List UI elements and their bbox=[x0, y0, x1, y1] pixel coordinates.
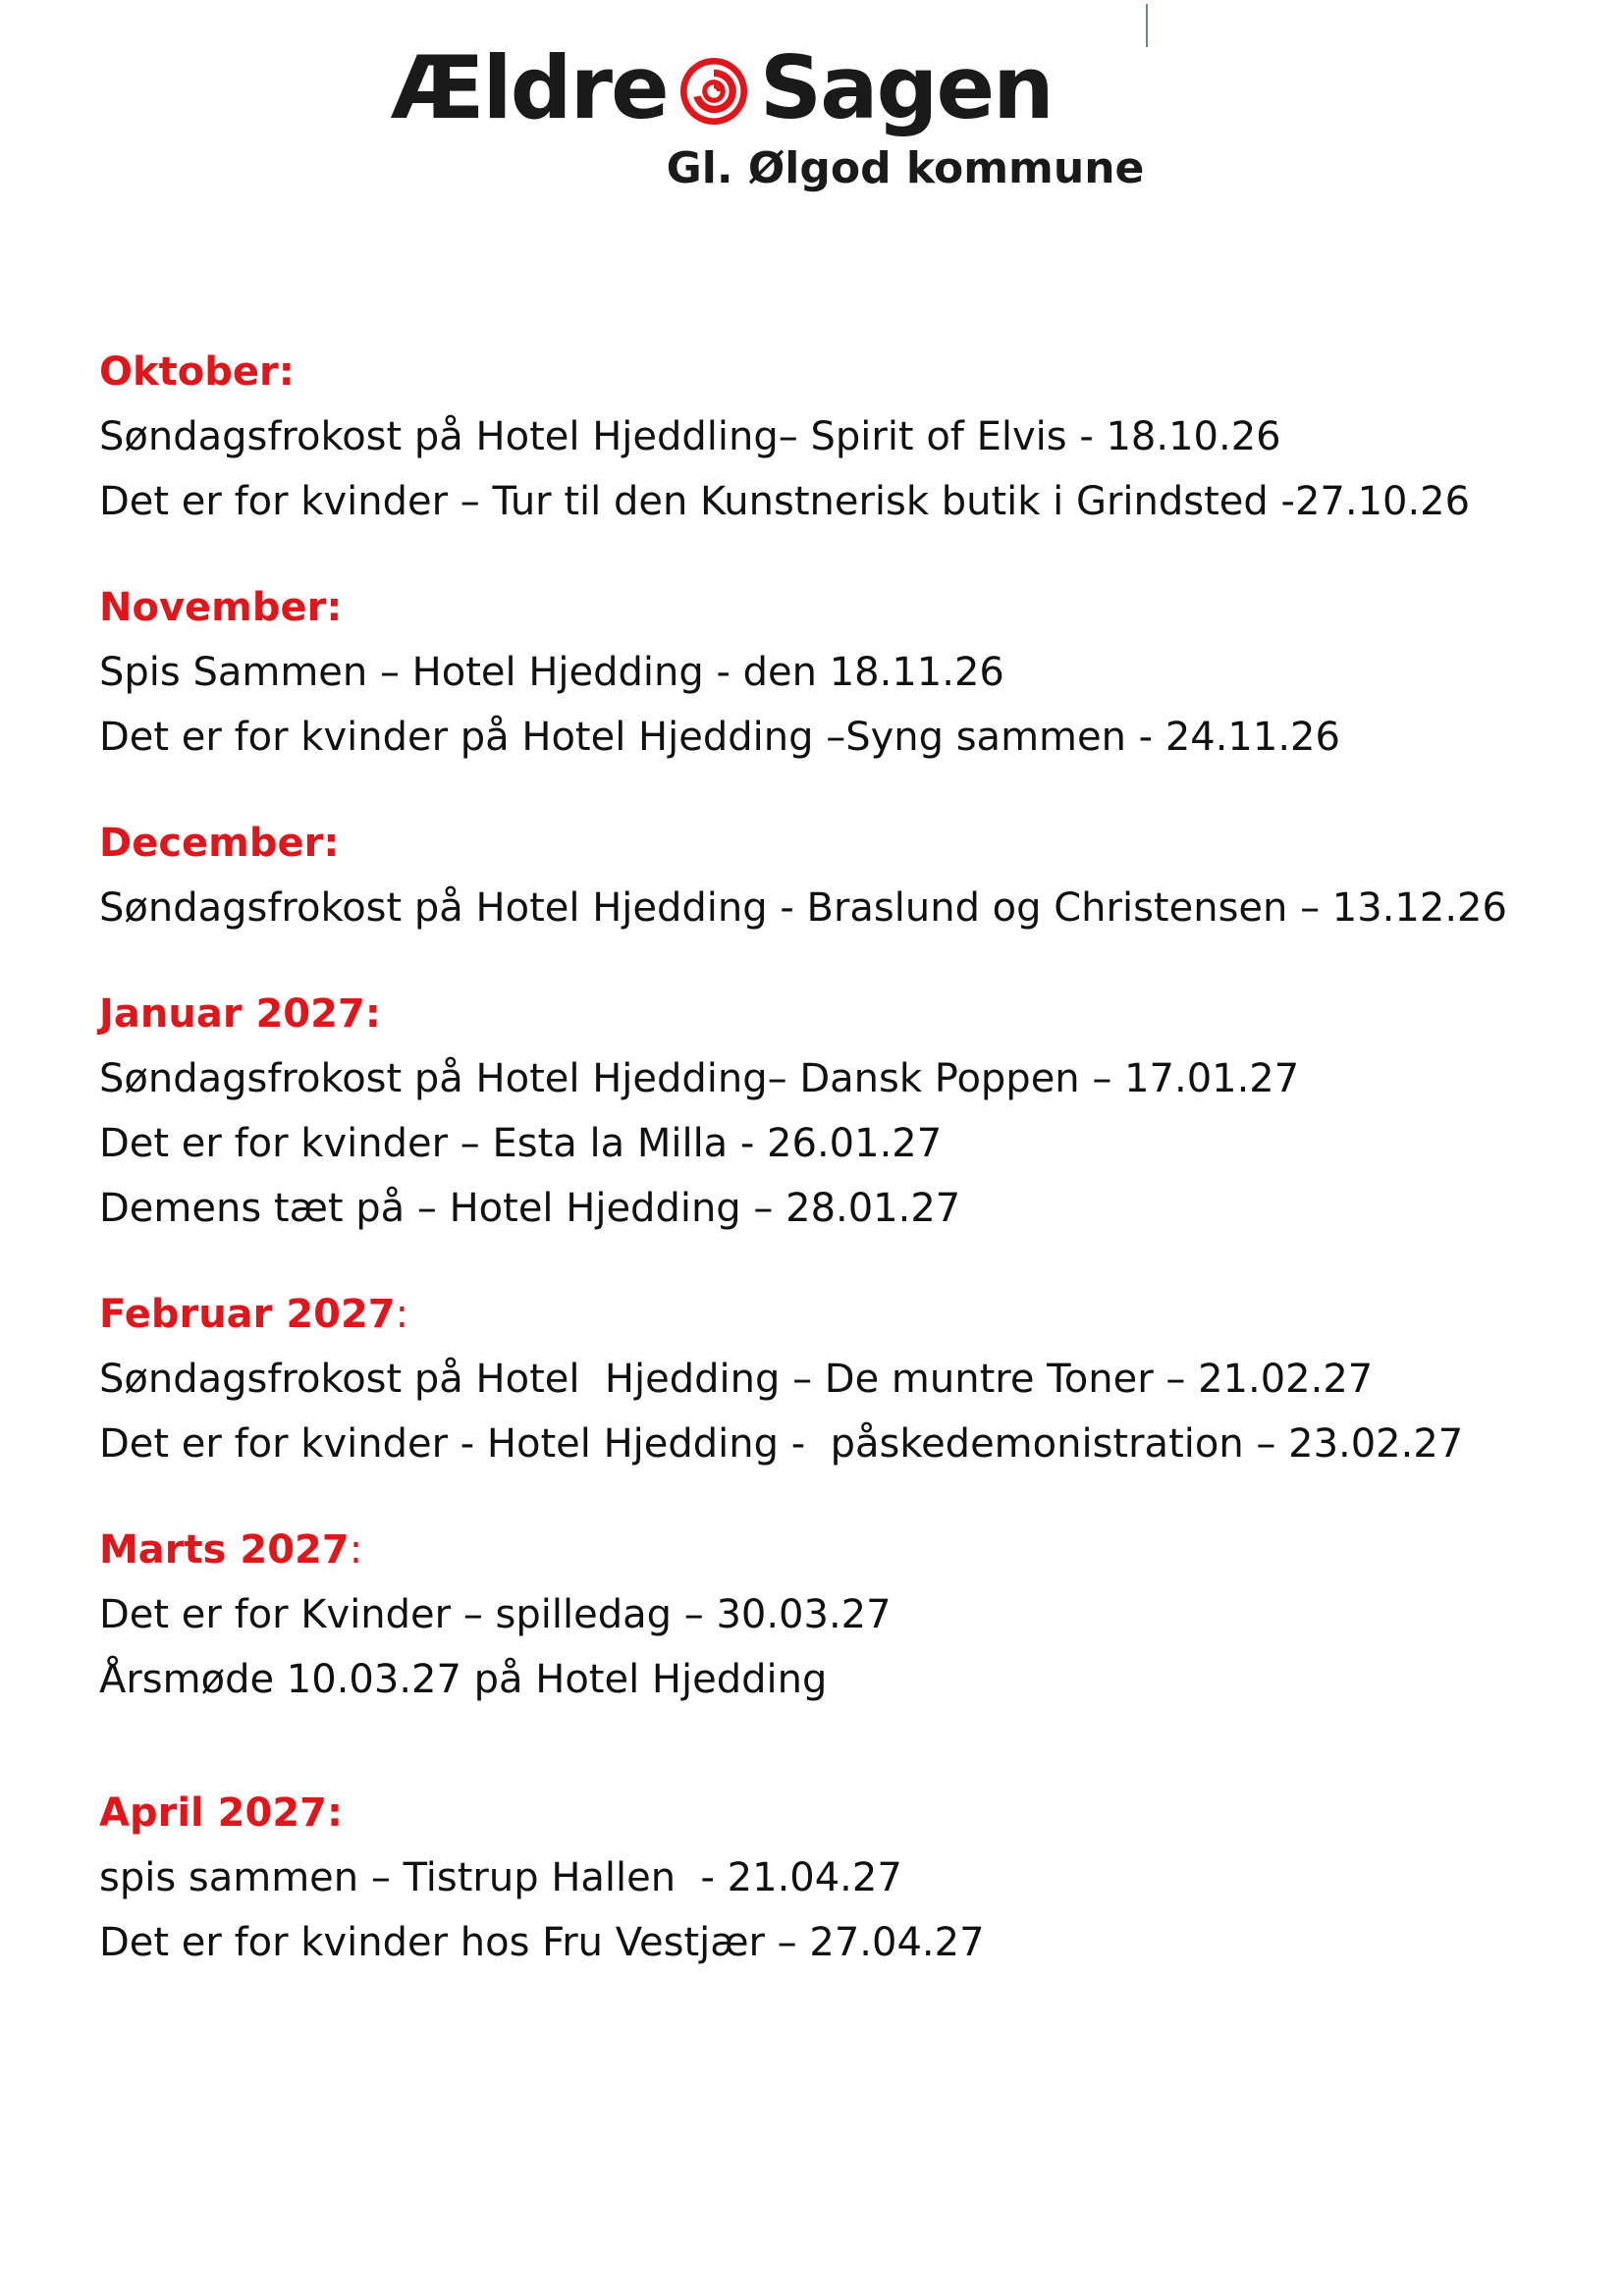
month-name: Oktober bbox=[99, 349, 279, 395]
section-oktober bbox=[99, 340, 1592, 534]
month-name: April 2027 bbox=[99, 1790, 327, 1836]
event-line: Det er for kvinder – Esta la Milla - 26.01.27 bbox=[99, 1121, 943, 1166]
event-line: Spis Sammen – Hotel Hjedding - den 18.11.26 bbox=[99, 650, 1004, 695]
month-heading bbox=[99, 575, 1592, 640]
event-line: Søndagsfrokost på Hotel Hjedding– Dansk Poppen – 17.01.27 bbox=[99, 1056, 1300, 1101]
month-heading bbox=[99, 1282, 1592, 1347]
event-line: Årsmøde 10.03.27 på Hotel Hjedding bbox=[99, 1657, 828, 1702]
month-colon: : bbox=[327, 1790, 343, 1836]
month-name: Januar 2027 bbox=[99, 991, 365, 1037]
section-januar-2027 bbox=[99, 982, 1592, 1241]
month-heading bbox=[99, 1518, 1592, 1582]
month-heading bbox=[99, 1781, 1592, 1845]
month-colon: : bbox=[323, 821, 340, 866]
month-name: Februar 2027 bbox=[99, 1292, 396, 1337]
event-line: Det er for Kvinder – spilledag – 30.03.27 bbox=[99, 1592, 892, 1637]
section-marts-2027 bbox=[99, 1518, 1592, 1712]
event-line: Det er for kvinder – Tur til den Kunstnerisk butik i Grindsted -27.10.26 bbox=[99, 479, 1471, 524]
event-line: spis sammen – Tistrup Hallen - 21.04.27 bbox=[99, 1855, 902, 1900]
month-heading bbox=[99, 811, 1592, 876]
event-line: Søndagsfrokost på Hotel Hjedding - Braslund og Christensen – 13.12.26 bbox=[99, 885, 1507, 931]
event-list bbox=[99, 340, 1592, 1975]
aeldre-sagen-logo bbox=[391, 39, 1053, 137]
month-colon: : bbox=[278, 349, 295, 395]
section-november bbox=[99, 575, 1592, 770]
event-line: Det er for kvinder - Hotel Hjedding - påskedemonistration – 23.02.27 bbox=[99, 1421, 1464, 1467]
section-december bbox=[99, 811, 1592, 940]
section-april-2027 bbox=[99, 1781, 1592, 1975]
month-name: December bbox=[99, 821, 324, 866]
event-line: Søndagsfrokost på Hotel Hjeddling– Spirit of Elvis - 18.10.26 bbox=[99, 414, 1281, 459]
month-name: November bbox=[99, 585, 327, 630]
month-colon: : bbox=[364, 991, 381, 1037]
month-colon: : bbox=[349, 1527, 363, 1573]
month-name: Marts 2027 bbox=[99, 1527, 350, 1573]
event-line: Demens tæt på – Hotel Hjedding – 28.01.27 bbox=[99, 1186, 961, 1231]
month-heading bbox=[99, 340, 1592, 404]
event-line: Det er for kvinder på Hotel Hjedding –Syng sammen - 24.11.26 bbox=[99, 715, 1340, 760]
event-line: Det er for kvinder hos Fru Vestjær – 27.04.27 bbox=[99, 1920, 985, 1965]
logo-swirl-icon bbox=[677, 55, 750, 128]
month-colon: : bbox=[395, 1292, 409, 1337]
month-heading bbox=[99, 982, 1592, 1046]
text-cursor bbox=[1146, 4, 1148, 47]
event-line: Søndagsfrokost på Hotel Hjedding – De muntre Toner – 21.02.27 bbox=[99, 1357, 1374, 1402]
month-colon: : bbox=[326, 585, 343, 630]
logo-word-right: Sagen bbox=[759, 37, 1053, 138]
subtitle: Gl. Ølgod kommune bbox=[666, 143, 1145, 193]
logo-word-left: Ældre bbox=[391, 37, 668, 138]
section-februar-2027 bbox=[99, 1282, 1592, 1476]
